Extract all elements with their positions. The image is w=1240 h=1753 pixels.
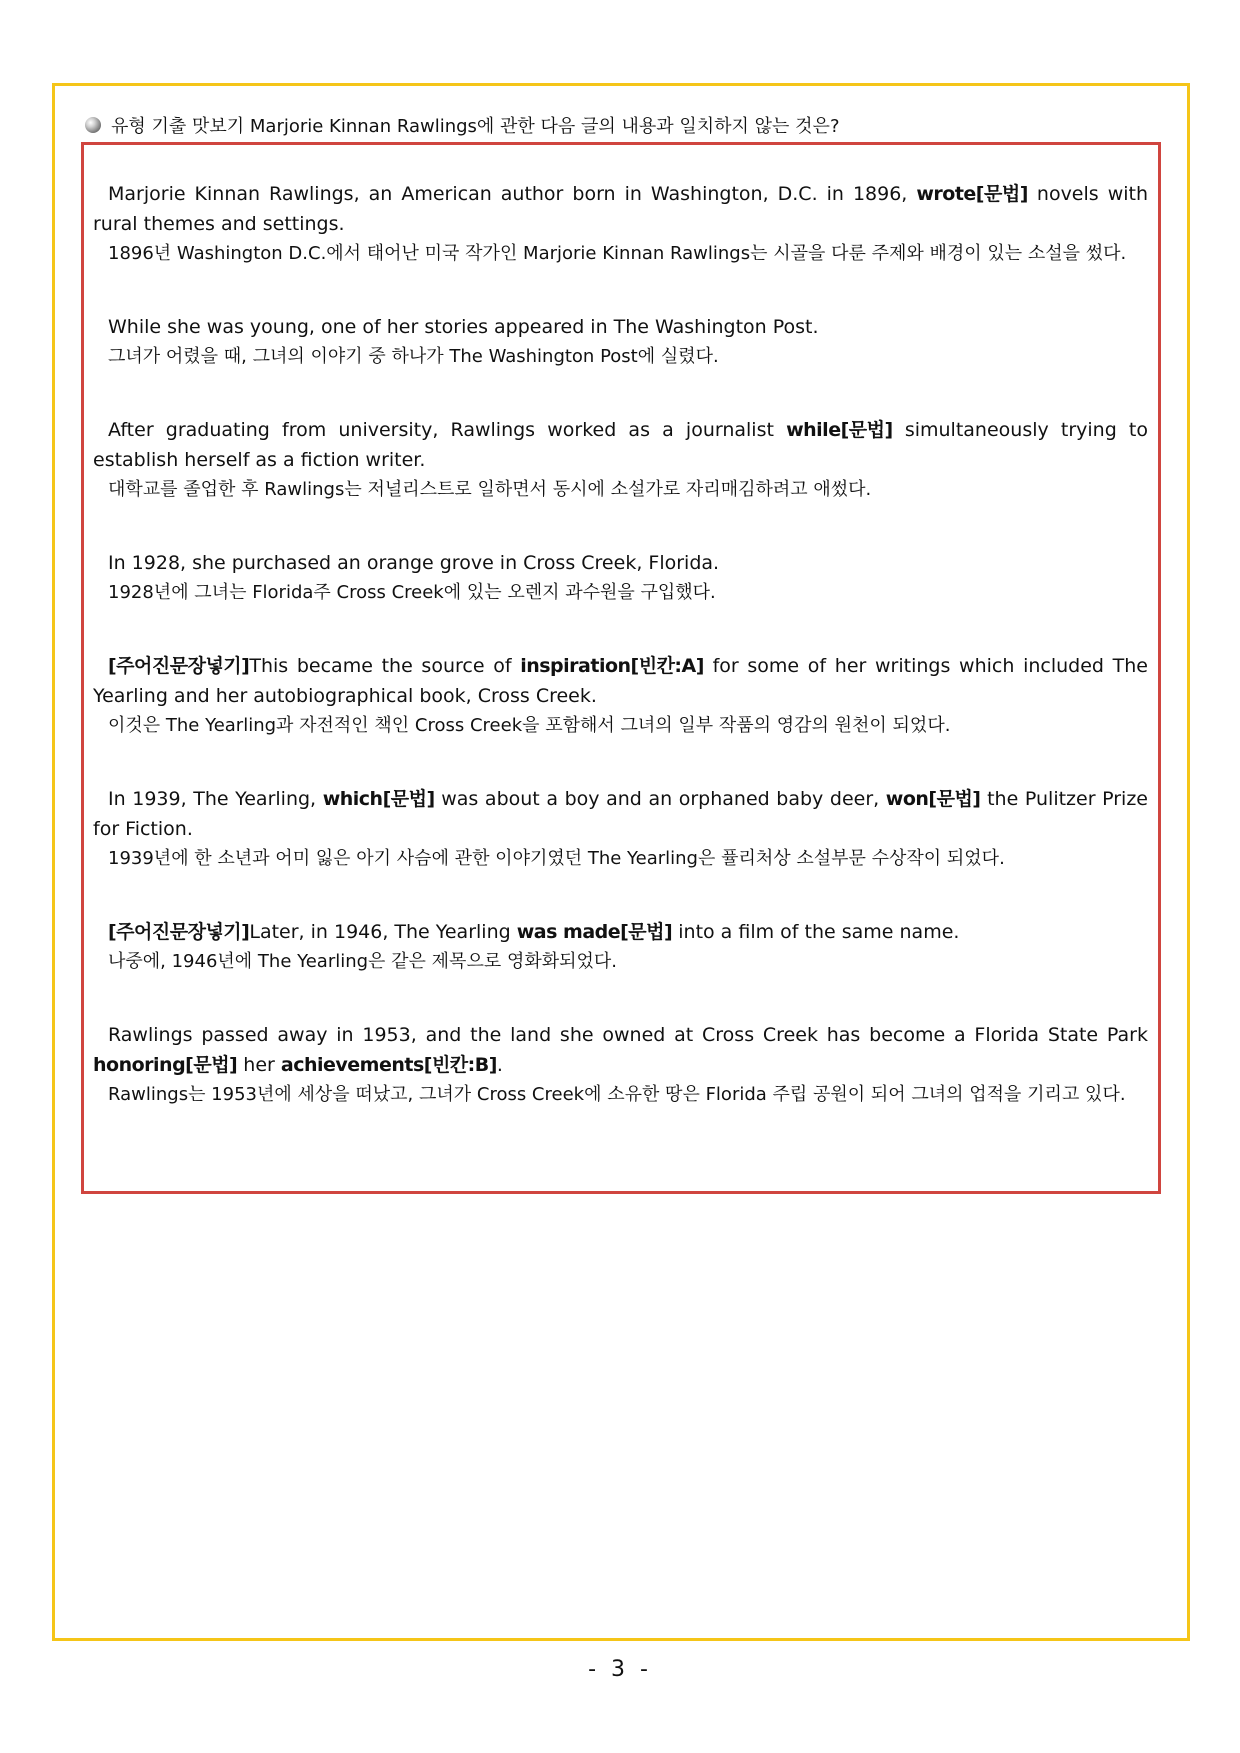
- sentence-text: After graduating from university, Rawlings worked as a journalist: [108, 419, 787, 441]
- sentence-text: .: [496, 1054, 503, 1076]
- sentence-text: Marjorie Kinnan Rawlings, an American author born in Washington, D.C. in 1896,: [108, 183, 917, 205]
- english-sentence: [93, 917, 1148, 947]
- english-sentence: [93, 179, 1148, 239]
- question-title: 유형 기출 맛보기 Marjorie Kinnan Rawlings에 관한 다음 글의 내용과 일치하지 않는 것은?: [111, 116, 840, 137]
- bold-tag: honoring[문법]: [93, 1054, 238, 1076]
- passage-paragraph: [93, 917, 1148, 977]
- sentence-text: In 1928, she purchased an orange grove in Cross Creek, Florida.: [108, 552, 720, 574]
- sentence-text: simultaneously trying to establish herself as a fiction writer.: [93, 419, 1149, 471]
- korean-translation: 그녀가 어렸을 때, 그녀의 이야기 중 하나가 The Washington Post에 실렸다.: [108, 346, 719, 367]
- bold-tag: while[문법]: [786, 419, 893, 441]
- passage-box: [81, 142, 1161, 1194]
- korean-translation: 1896년 Washington D.C.에서 태어난 미국 작가인 Marjorie Kinnan Rawlings는 시골을 다룬 주제와 배경이 있는 소설을 썼다.: [108, 243, 1127, 264]
- question-header: [85, 112, 840, 138]
- sentence-text: novels with rural themes and settings.: [93, 183, 1148, 235]
- sentence-text: the Pulitzer Prize for Fiction.: [93, 788, 1148, 840]
- sentence-text: for some of her writings which included The Yearling and her autobiographical book, Cross Creek.: [93, 655, 1148, 707]
- korean-translation: 이것은 The Yearling과 자전적인 책인 Cross Creek을 포함해서 그녀의 일부 작품의 영감의 원천이 되었다.: [108, 715, 951, 736]
- english-sentence: [93, 1020, 1148, 1080]
- sentence-text: her: [237, 1054, 281, 1076]
- english-sentence: [93, 415, 1148, 475]
- sentence-text: Rawlings passed away in 1953, and the land she owned at Cross Creek has become a Florida State Park: [108, 1024, 1148, 1046]
- english-sentence: [93, 784, 1148, 844]
- sentence-text: In 1939, The Yearling,: [108, 788, 323, 810]
- sentence-text: was about a boy and an orphaned baby deer,: [434, 788, 886, 810]
- english-sentence: [93, 548, 1148, 578]
- bold-tag: inspiration[빈칸:A]: [520, 655, 704, 677]
- english-sentence: [93, 312, 1148, 342]
- sentence-text: While she was young, one of her stories appeared in The Washington Post.: [108, 316, 819, 338]
- bold-tag: achievements[빈칸:B]: [280, 1054, 497, 1076]
- bold-tag: was made[문법]: [516, 921, 673, 943]
- passage-paragraph: [93, 651, 1148, 741]
- korean-translation: 1939년에 한 소년과 어미 잃은 아기 사슴에 관한 이야기였던 The Yearling은 퓰리처상 소설부문 수상작이 되었다.: [108, 848, 1005, 869]
- sentence-text: This became the source of: [249, 655, 521, 677]
- korean-translation: Rawlings는 1953년에 세상을 떠났고, 그녀가 Cross Creek에 소유한 땅은 Florida 주립 공원이 되어 그녀의 업적을 기리고 있다.: [108, 1084, 1126, 1105]
- passage-paragraph: [93, 312, 1148, 372]
- bold-tag: wrote[문법]: [916, 183, 1028, 205]
- passage-paragraph: [93, 415, 1148, 505]
- passage-paragraph: [93, 784, 1148, 874]
- passage-paragraph: [93, 548, 1148, 608]
- bullet-sphere-icon: [85, 117, 101, 133]
- passage-paragraph: [93, 179, 1148, 269]
- korean-translation: 대학교를 졸업한 후 Rawlings는 저널리스트로 일하면서 동시에 소설가로 자리매김하려고 애썼다.: [108, 479, 872, 500]
- page-number: - 3 -: [588, 1657, 652, 1682]
- bold-tag: [주어진문장넣기]: [108, 655, 250, 677]
- korean-translation: 나중에, 1946년에 The Yearling은 같은 제목으로 영화화되었다.: [108, 951, 617, 972]
- korean-translation: 1928년에 그녀는 Florida주 Cross Creek에 있는 오렌지 과수원을 구입했다.: [108, 582, 716, 603]
- bold-tag: won[문법]: [885, 788, 981, 810]
- sentence-text: Later, in 1946, The Yearling: [249, 921, 517, 943]
- bold-tag: which[문법]: [322, 788, 435, 810]
- sentence-text: into a film of the same name.: [672, 921, 960, 943]
- english-sentence: [93, 651, 1148, 711]
- passage-paragraph: [93, 1020, 1148, 1110]
- bold-tag: [주어진문장넣기]: [108, 921, 250, 943]
